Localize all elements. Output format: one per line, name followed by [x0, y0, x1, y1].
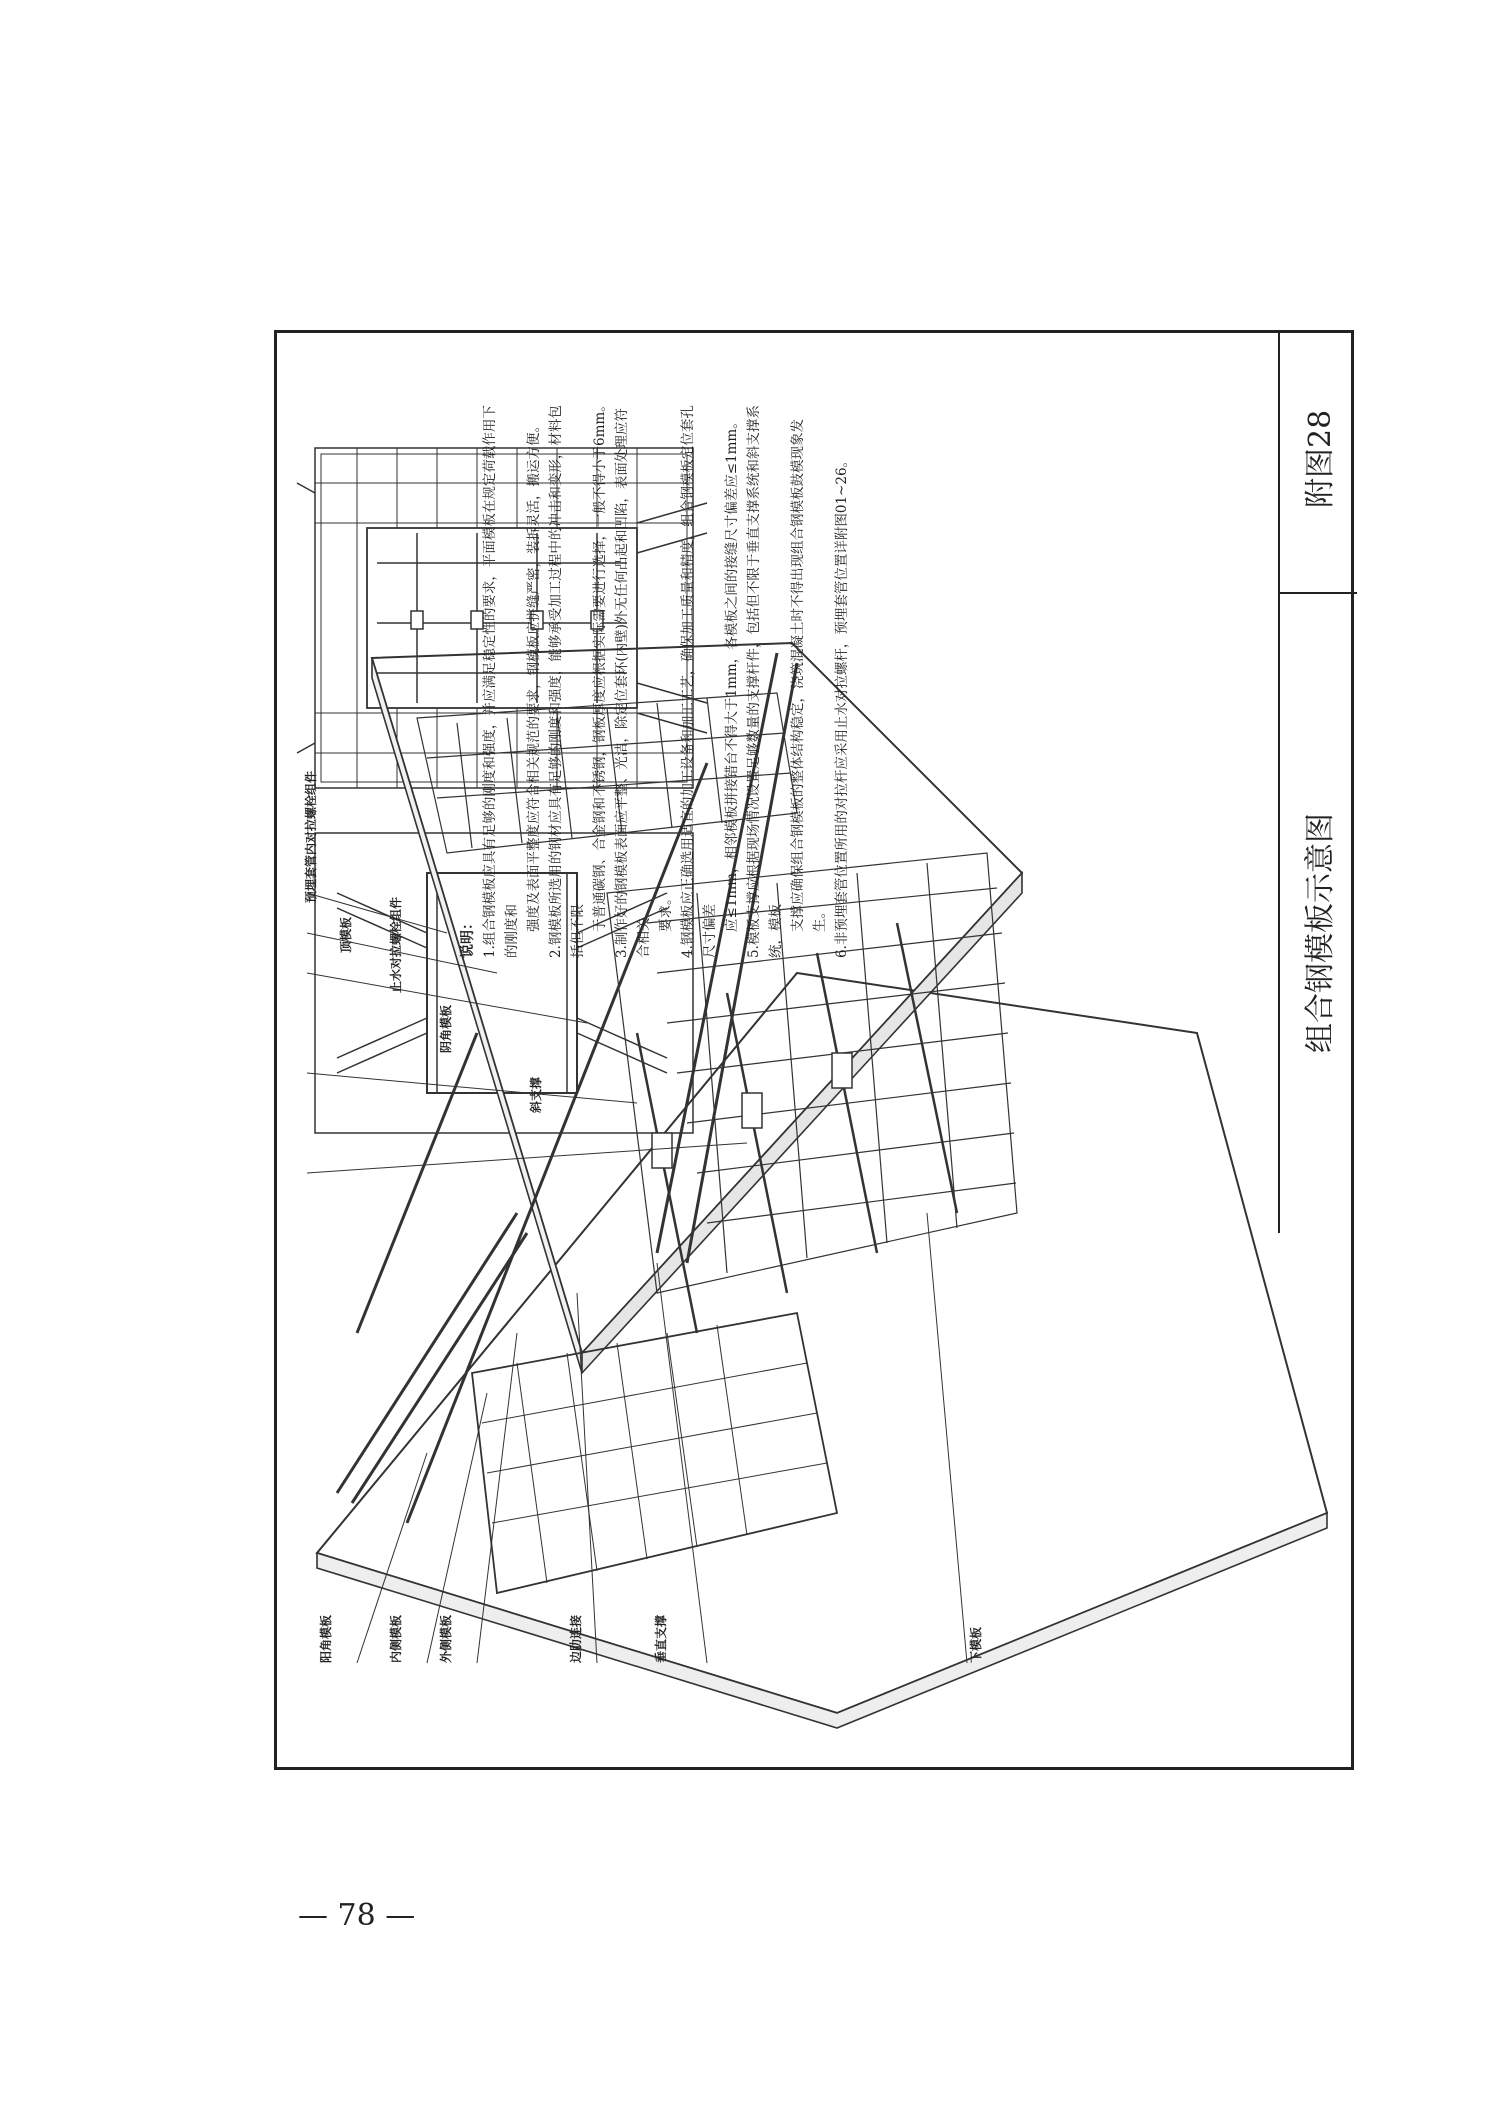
notes-block: [457, 398, 853, 958]
callout-yang-jiao: 阳角模板: [319, 1614, 333, 1663]
figure-number: 附图28: [1303, 409, 1338, 508]
figure-title: 组合钢模板示意图: [1303, 813, 1338, 1053]
note-line: 支撑应确保组合钢模板的整体结构稳定，浇筑混凝土时不得出现组合钢模板鼓模现象发生。: [790, 419, 828, 932]
callout-bian-zhi: 边肋连接: [569, 1614, 583, 1663]
callout-yin-jiao: 阴角模板: [439, 1004, 453, 1053]
note-line: 应≤1mm，相邻模板拼接错台不得大于1mm，各模板之间的接缝尺寸偏差应≤1mm。: [724, 415, 740, 932]
callout-xia-mo: 下模板: [969, 1626, 983, 1663]
note-line: 4.钢模板应正确选用适宜的加工设备和加工工艺，确保加工质量和精度，组合钢模板定位套孔尺寸偏差: [680, 405, 718, 958]
note-line: 3.制作好的钢模板表面应平整、光洁，除定位套环(内壁)外无任何凸起和凹陷，表面处理应符合相关: [614, 408, 652, 958]
note-line: 强度及表面平整度应符合相关规范的要求，钢模板应拼缝严密，装拆灵活，搬运方便。: [526, 419, 542, 932]
drawing-frame: [274, 330, 1354, 1770]
callout-zhi-shui: 止水对拉螺栓组件: [389, 896, 403, 993]
callout-yu-mai: 预埋套管内对拉螺栓组件: [304, 770, 318, 903]
rotated-sheet: [277, 333, 1357, 1773]
callout-nei-ce: 内侧模板: [389, 1614, 403, 1663]
notes-heading: 说明：: [460, 916, 476, 958]
note-line: 于普通碳钢、合金钢和不锈钢，钢板厚度应根据实际需要进行选择，一般不得小于6mm。: [592, 398, 608, 932]
note-line: 2.钢模板所选用的钢材应具有足够的刚度和强度，能够承受加工过程中的冲击和变形，材料包括但不限: [548, 405, 586, 958]
page-number: — 78 —: [298, 1898, 416, 1933]
note-line: 要求。: [658, 891, 674, 932]
note-line: 1.组合钢模板应具有足够的刚度和强度，并应满足稳定性的要求，平面模板在规定荷载作用下的刚度和: [482, 405, 520, 958]
note-line: 5.模板支撑应根据现场情况设置足够数量的支撑杆件，包括但不限于垂直支撑系统和斜支撑系统，模板: [746, 405, 784, 958]
callout-ding-mo: 顶模板: [339, 916, 353, 953]
note-line: 6.非预埋套管位置所用的对拉杆应采用止水对拉螺杆，预埋套管位置详附图01~26。: [834, 453, 850, 958]
callout-xie-zhi: 斜支撑: [529, 1076, 543, 1113]
callout-wai-ce: 外侧模板: [439, 1614, 453, 1663]
callout-chui-zhi: 垂直支撑: [654, 1614, 668, 1663]
